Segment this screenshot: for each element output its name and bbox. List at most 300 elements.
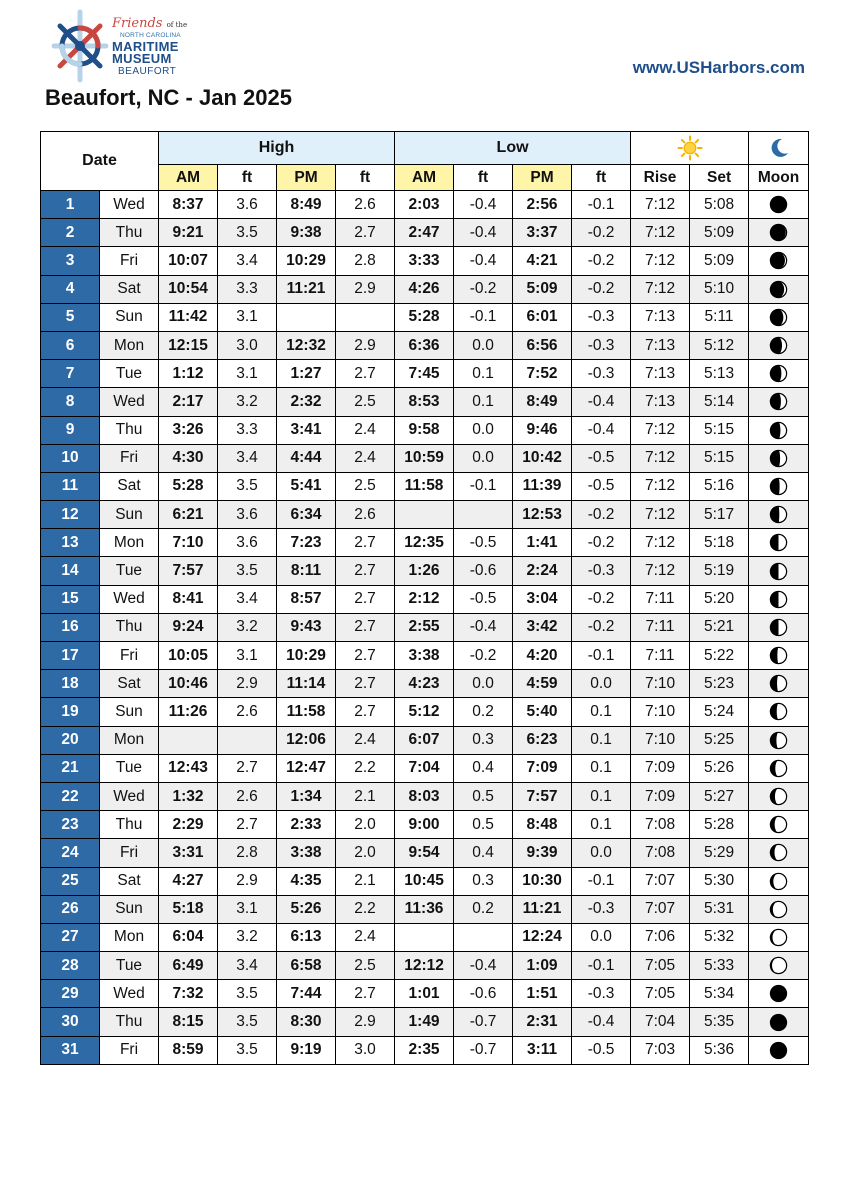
day-of-week: Wed — [100, 782, 159, 810]
moon-phase-icon — [769, 674, 788, 693]
high-pm-height: 2.7 — [336, 585, 395, 613]
sunset-time: 5:28 — [690, 811, 749, 839]
high-pm-height: 2.7 — [336, 980, 395, 1008]
sunrise-time: 7:12 — [631, 444, 690, 472]
sunrise-time: 7:11 — [631, 613, 690, 641]
high-am-height: 3.5 — [218, 980, 277, 1008]
moon-phase-cell — [749, 416, 809, 444]
high-am-height: 2.6 — [218, 782, 277, 810]
moon-phase-cell — [749, 895, 809, 923]
low-pm-height: 0.1 — [572, 811, 631, 839]
high-pm-height: 2.0 — [336, 839, 395, 867]
sunrise-time: 7:13 — [631, 331, 690, 359]
high-am-height: 3.0 — [218, 331, 277, 359]
moon-phase-cell — [749, 754, 809, 782]
sunset-time: 5:26 — [690, 754, 749, 782]
low-pm-time: 6:23 — [513, 726, 572, 754]
high-am-height: 3.4 — [218, 952, 277, 980]
sunrise-time: 7:06 — [631, 923, 690, 951]
moon-phase-icon — [769, 449, 788, 468]
ship-wheel-icon — [46, 8, 116, 84]
low-am-height: 0.2 — [454, 895, 513, 923]
moon-phase-icon — [769, 251, 788, 270]
moon-phase-icon — [769, 1041, 788, 1060]
high-am-time: 1:12 — [159, 360, 218, 388]
low-pm-time: 9:39 — [513, 839, 572, 867]
high-am-time: 10:54 — [159, 275, 218, 303]
low-am-height: 0.1 — [454, 388, 513, 416]
table-row — [41, 247, 809, 275]
moon-phase-icon — [769, 533, 788, 552]
low-am-height: 0.5 — [454, 782, 513, 810]
high-pm-time: 1:34 — [277, 782, 336, 810]
high-am-height: 3.4 — [218, 247, 277, 275]
day-of-week: Wed — [100, 191, 159, 219]
high-am-height: 3.1 — [218, 360, 277, 388]
sunset-time: 5:19 — [690, 557, 749, 585]
day-number: 11 — [41, 472, 100, 500]
high-am-height: 3.5 — [218, 1036, 277, 1064]
day-of-week: Wed — [100, 980, 159, 1008]
table-row — [41, 388, 809, 416]
sunrise-time: 7:09 — [631, 782, 690, 810]
high-am-height: 3.3 — [218, 416, 277, 444]
moon-phase-icon — [769, 759, 788, 778]
day-of-week: Sun — [100, 303, 159, 331]
moon-phase-icon — [769, 223, 788, 242]
high-am-time: 4:30 — [159, 444, 218, 472]
high-pm-height: 2.6 — [336, 501, 395, 529]
low-am-height: -0.4 — [454, 191, 513, 219]
day-of-week: Wed — [100, 585, 159, 613]
low-pm-time: 8:49 — [513, 388, 572, 416]
moon-phase-cell — [749, 642, 809, 670]
table-row — [41, 867, 809, 895]
high-am-height: 3.2 — [218, 923, 277, 951]
low-pm-time: 12:53 — [513, 501, 572, 529]
moon-phase-icon — [769, 590, 788, 609]
high-pm-height: 2.5 — [336, 388, 395, 416]
table-row — [41, 416, 809, 444]
day-number: 30 — [41, 1008, 100, 1036]
low-pm-time: 2:56 — [513, 191, 572, 219]
low-am-height: -0.5 — [454, 585, 513, 613]
day-number: 29 — [41, 980, 100, 1008]
high-pm-time: 5:41 — [277, 472, 336, 500]
high-am-height: 3.2 — [218, 613, 277, 641]
low-pm-time: 6:56 — [513, 331, 572, 359]
low-pm-header: PM — [513, 165, 572, 191]
high-am-height: 3.1 — [218, 895, 277, 923]
sunset-time: 5:23 — [690, 670, 749, 698]
high-pm-height: 2.9 — [336, 275, 395, 303]
day-number: 8 — [41, 388, 100, 416]
sunset-time: 5:10 — [690, 275, 749, 303]
high-pm-height: 3.0 — [336, 1036, 395, 1064]
day-number: 24 — [41, 839, 100, 867]
moon-phase-cell — [749, 219, 809, 247]
logo-museum-text: MUSEUM — [112, 51, 172, 66]
moon-phase-icon — [769, 195, 788, 214]
moon-phase-icon — [769, 1013, 788, 1032]
low-am-time: 2:35 — [395, 1036, 454, 1064]
low-pm-time: 1:09 — [513, 952, 572, 980]
high-am-time: 10:05 — [159, 642, 218, 670]
high-pm-time: 8:11 — [277, 557, 336, 585]
high-pm-height: 2.4 — [336, 444, 395, 472]
low-am-time: 2:03 — [395, 191, 454, 219]
moon-phase-cell — [749, 247, 809, 275]
high-am-height — [218, 726, 277, 754]
high-pm-time: 8:30 — [277, 1008, 336, 1036]
moon-phase-cell — [749, 303, 809, 331]
low-am-height: 0.1 — [454, 360, 513, 388]
day-number: 1 — [41, 191, 100, 219]
sunset-time: 5:29 — [690, 839, 749, 867]
day-number: 16 — [41, 613, 100, 641]
table-row — [41, 331, 809, 359]
moon-phase-cell — [749, 1008, 809, 1036]
low-pm-height: -0.2 — [572, 501, 631, 529]
day-of-week: Mon — [100, 529, 159, 557]
table-row — [41, 980, 809, 1008]
sunrise-time: 7:12 — [631, 219, 690, 247]
low-am-time: 2:47 — [395, 219, 454, 247]
low-am-time: 9:00 — [395, 811, 454, 839]
day-of-week: Fri — [100, 642, 159, 670]
high-header: High — [159, 132, 395, 165]
high-pm-height: 2.2 — [336, 754, 395, 782]
moon-phase-cell — [749, 275, 809, 303]
high-pm-time — [277, 303, 336, 331]
high-pm-height: 2.7 — [336, 642, 395, 670]
table-row — [41, 782, 809, 810]
high-am-time: 10:46 — [159, 670, 218, 698]
low-pm-time: 8:48 — [513, 811, 572, 839]
low-pm-time: 1:51 — [513, 980, 572, 1008]
table-row — [41, 1036, 809, 1064]
high-am-time: 1:32 — [159, 782, 218, 810]
low-am-time: 10:59 — [395, 444, 454, 472]
low-am-time — [395, 501, 454, 529]
moon-phase-icon — [769, 815, 788, 834]
high-am-ft-header: ft — [218, 165, 277, 191]
table-row — [41, 191, 809, 219]
high-pm-height: 2.4 — [336, 923, 395, 951]
low-pm-height: -0.1 — [572, 191, 631, 219]
high-am-height: 3.6 — [218, 191, 277, 219]
high-am-time: 2:17 — [159, 388, 218, 416]
sunrise-time: 7:10 — [631, 670, 690, 698]
high-am-time: 5:28 — [159, 472, 218, 500]
moon-phase-icon — [769, 392, 788, 411]
table-row — [41, 360, 809, 388]
sunset-header: Set — [690, 165, 749, 191]
moon-phase-cell — [749, 331, 809, 359]
table-row — [41, 726, 809, 754]
date-header: Date — [41, 132, 159, 191]
sunrise-time: 7:12 — [631, 529, 690, 557]
low-pm-height: -0.3 — [572, 360, 631, 388]
low-am-time: 3:38 — [395, 642, 454, 670]
moon-phase-icon — [769, 984, 788, 1003]
moon-phase-icon — [769, 364, 788, 383]
day-of-week: Thu — [100, 219, 159, 247]
low-am-height: 0.4 — [454, 754, 513, 782]
high-pm-height: 2.4 — [336, 726, 395, 754]
low-pm-height: -0.3 — [572, 895, 631, 923]
high-pm-time: 1:27 — [277, 360, 336, 388]
high-am-height: 2.6 — [218, 698, 277, 726]
moon-phase-icon — [769, 646, 788, 665]
low-am-height: 0.3 — [454, 726, 513, 754]
low-am-height — [454, 501, 513, 529]
high-pm-height: 2.7 — [336, 698, 395, 726]
high-pm-time: 7:23 — [277, 529, 336, 557]
high-pm-time: 11:14 — [277, 670, 336, 698]
high-pm-time: 9:38 — [277, 219, 336, 247]
sunset-time: 5:11 — [690, 303, 749, 331]
high-pm-height: 2.7 — [336, 529, 395, 557]
day-number: 13 — [41, 529, 100, 557]
low-pm-height: -0.3 — [572, 557, 631, 585]
sunset-time: 5:15 — [690, 416, 749, 444]
low-pm-height: -0.5 — [572, 1036, 631, 1064]
high-pm-time: 8:49 — [277, 191, 336, 219]
high-pm-time: 3:38 — [277, 839, 336, 867]
table-row — [41, 275, 809, 303]
low-am-height: -0.1 — [454, 472, 513, 500]
low-pm-time: 7:57 — [513, 782, 572, 810]
day-of-week: Thu — [100, 811, 159, 839]
day-of-week: Sat — [100, 867, 159, 895]
low-pm-time: 1:41 — [513, 529, 572, 557]
sunrise-time: 7:12 — [631, 416, 690, 444]
moon-phase-icon — [769, 843, 788, 862]
table-row — [41, 557, 809, 585]
day-number: 9 — [41, 416, 100, 444]
high-pm-time: 6:58 — [277, 952, 336, 980]
moon-phase-cell — [749, 698, 809, 726]
low-am-time: 6:07 — [395, 726, 454, 754]
sunrise-time: 7:12 — [631, 275, 690, 303]
low-pm-height: 0.1 — [572, 782, 631, 810]
low-pm-time: 5:40 — [513, 698, 572, 726]
high-pm-time: 6:13 — [277, 923, 336, 951]
low-am-time: 11:58 — [395, 472, 454, 500]
high-am-time: 8:37 — [159, 191, 218, 219]
moon-phase-cell — [749, 529, 809, 557]
day-of-week: Fri — [100, 1036, 159, 1064]
sun-icon — [677, 135, 703, 161]
moon-phase-icon — [769, 618, 788, 637]
sunrise-time: 7:08 — [631, 839, 690, 867]
day-number: 14 — [41, 557, 100, 585]
low-am-time: 10:45 — [395, 867, 454, 895]
low-pm-time: 3:11 — [513, 1036, 572, 1064]
day-of-week: Thu — [100, 1008, 159, 1036]
high-pm-time: 2:32 — [277, 388, 336, 416]
high-am-time — [159, 726, 218, 754]
low-am-time: 8:53 — [395, 388, 454, 416]
sunrise-time: 7:03 — [631, 1036, 690, 1064]
table-row — [41, 923, 809, 951]
low-am-time: 9:54 — [395, 839, 454, 867]
sunset-time: 5:09 — [690, 219, 749, 247]
low-am-height: 0.5 — [454, 811, 513, 839]
day-number: 2 — [41, 219, 100, 247]
low-pm-height: -0.3 — [572, 980, 631, 1008]
table-row — [41, 895, 809, 923]
sunset-time: 5:35 — [690, 1008, 749, 1036]
high-pm-time: 3:41 — [277, 416, 336, 444]
moon-header — [749, 132, 809, 165]
high-pm-height: 2.9 — [336, 331, 395, 359]
moon-phase-cell — [749, 923, 809, 951]
low-pm-time: 3:04 — [513, 585, 572, 613]
low-am-height: -0.6 — [454, 557, 513, 585]
low-pm-time: 4:20 — [513, 642, 572, 670]
low-am-time: 5:12 — [395, 698, 454, 726]
high-am-height: 2.7 — [218, 754, 277, 782]
low-pm-time: 4:59 — [513, 670, 572, 698]
low-pm-time: 10:42 — [513, 444, 572, 472]
table-row — [41, 303, 809, 331]
high-pm-height: 2.7 — [336, 670, 395, 698]
day-number: 22 — [41, 782, 100, 810]
table-row — [41, 444, 809, 472]
high-am-height: 2.7 — [218, 811, 277, 839]
low-pm-height: -0.2 — [572, 247, 631, 275]
table-row — [41, 472, 809, 500]
high-pm-height: 2.4 — [336, 416, 395, 444]
high-am-height: 3.1 — [218, 303, 277, 331]
high-pm-height: 2.9 — [336, 1008, 395, 1036]
low-pm-height: 0.1 — [572, 698, 631, 726]
moon-phase-icon — [769, 421, 788, 440]
high-am-time: 11:42 — [159, 303, 218, 331]
high-pm-time: 5:26 — [277, 895, 336, 923]
moon-phase-icon — [769, 562, 788, 581]
high-pm-time: 2:33 — [277, 811, 336, 839]
high-am-height: 3.5 — [218, 1008, 277, 1036]
sunrise-time: 7:12 — [631, 247, 690, 275]
day-of-week: Mon — [100, 331, 159, 359]
low-pm-height: 0.0 — [572, 670, 631, 698]
table-row — [41, 529, 809, 557]
day-number: 10 — [41, 444, 100, 472]
sunrise-time: 7:12 — [631, 191, 690, 219]
sunrise-time: 7:08 — [631, 811, 690, 839]
high-pm-height: 2.8 — [336, 247, 395, 275]
low-pm-height: -0.2 — [572, 585, 631, 613]
sunset-time: 5:21 — [690, 613, 749, 641]
moon-phase-cell — [749, 613, 809, 641]
low-am-height: 0.0 — [454, 331, 513, 359]
day-number: 25 — [41, 867, 100, 895]
moon-phase-cell — [749, 782, 809, 810]
day-number: 5 — [41, 303, 100, 331]
tide-table — [40, 131, 809, 1065]
table-row — [41, 952, 809, 980]
low-pm-height: -0.4 — [572, 1008, 631, 1036]
high-am-height: 2.9 — [218, 670, 277, 698]
low-am-time: 7:45 — [395, 360, 454, 388]
day-of-week: Sat — [100, 275, 159, 303]
high-pm-height: 2.7 — [336, 360, 395, 388]
low-am-height: 0.0 — [454, 670, 513, 698]
high-am-time: 6:04 — [159, 923, 218, 951]
moon-phase-icon — [769, 787, 788, 806]
table-row — [41, 642, 809, 670]
low-am-time: 6:36 — [395, 331, 454, 359]
low-pm-height: -0.3 — [572, 331, 631, 359]
low-am-height: 0.2 — [454, 698, 513, 726]
table-row — [41, 1008, 809, 1036]
website-link[interactable]: www.USHarbors.com — [632, 58, 805, 77]
high-pm-time: 9:19 — [277, 1036, 336, 1064]
low-pm-height: -0.5 — [572, 444, 631, 472]
low-pm-height: -0.5 — [572, 472, 631, 500]
sunrise-time: 7:10 — [631, 726, 690, 754]
museum-logo — [46, 8, 186, 84]
moon-phase-icon — [769, 928, 788, 947]
high-am-height: 3.5 — [218, 557, 277, 585]
high-pm-ft-header: ft — [336, 165, 395, 191]
logo-friends-text: Friends of the — [112, 16, 188, 31]
sunrise-time: 7:09 — [631, 754, 690, 782]
moon-phase-cell — [749, 388, 809, 416]
high-pm-time: 9:43 — [277, 613, 336, 641]
low-pm-time: 7:52 — [513, 360, 572, 388]
sunrise-time: 7:11 — [631, 585, 690, 613]
low-pm-time: 2:31 — [513, 1008, 572, 1036]
low-pm-height: 0.0 — [572, 923, 631, 951]
low-pm-height: 0.1 — [572, 726, 631, 754]
low-pm-time: 10:30 — [513, 867, 572, 895]
sunrise-time: 7:13 — [631, 303, 690, 331]
high-pm-height: 2.0 — [336, 811, 395, 839]
high-am-time: 6:21 — [159, 501, 218, 529]
table-row — [41, 585, 809, 613]
page-title: Beaufort, NC - Jan 2025 — [45, 85, 292, 110]
table-row — [41, 219, 809, 247]
high-am-time: 9:24 — [159, 613, 218, 641]
low-am-height: -0.6 — [454, 980, 513, 1008]
day-number: 28 — [41, 952, 100, 980]
low-am-height: -0.4 — [454, 219, 513, 247]
moon-phase-cell — [749, 472, 809, 500]
high-am-time: 2:29 — [159, 811, 218, 839]
day-of-week: Mon — [100, 726, 159, 754]
moon-phase-icon — [769, 336, 788, 355]
high-pm-time: 6:34 — [277, 501, 336, 529]
low-pm-height: 0.0 — [572, 839, 631, 867]
low-am-ft-header: ft — [454, 165, 513, 191]
low-pm-ft-header: ft — [572, 165, 631, 191]
low-pm-height: -0.2 — [572, 219, 631, 247]
low-am-height: -0.7 — [454, 1008, 513, 1036]
day-of-week: Sun — [100, 895, 159, 923]
high-am-height: 3.6 — [218, 501, 277, 529]
day-of-week: Sat — [100, 472, 159, 500]
moon-phase-cell — [749, 585, 809, 613]
moon-phase-cell — [749, 501, 809, 529]
day-of-week: Thu — [100, 416, 159, 444]
high-am-header: AM — [159, 165, 218, 191]
low-am-time: 1:01 — [395, 980, 454, 1008]
high-am-height: 3.1 — [218, 642, 277, 670]
